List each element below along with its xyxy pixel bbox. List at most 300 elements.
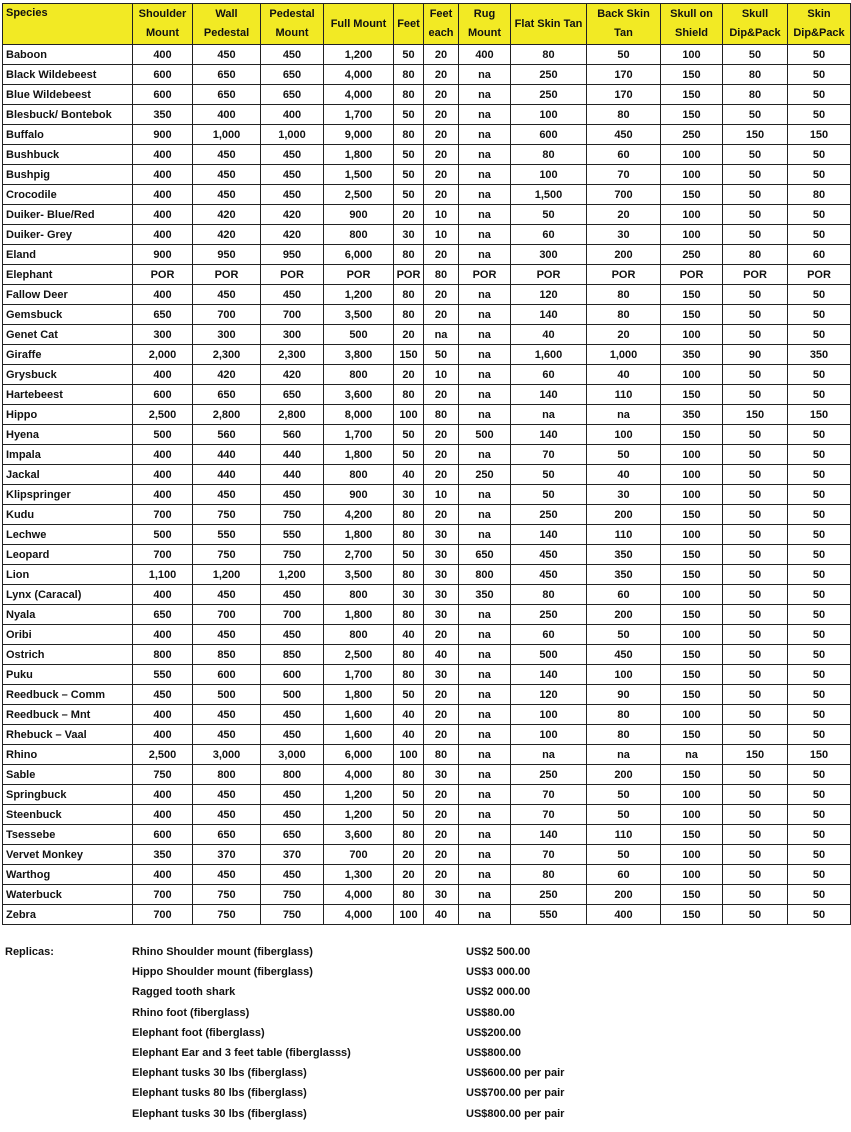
price-cell: 20 xyxy=(587,325,661,345)
price-cell: 50 xyxy=(723,765,788,785)
price-cell: 50 xyxy=(587,845,661,865)
price-cell: na xyxy=(459,685,511,705)
price-cell: 50 xyxy=(394,105,424,125)
replica-item: Rhino foot (fiberglass) xyxy=(132,1006,250,1019)
price-cell: 150 xyxy=(661,725,723,745)
price-cell: 560 xyxy=(193,425,261,445)
price-cell: POR xyxy=(324,265,394,285)
price-cell: 440 xyxy=(193,445,261,465)
price-cell: 150 xyxy=(661,425,723,445)
price-cell: 900 xyxy=(324,485,394,505)
replica-row xyxy=(2,942,850,962)
price-cell: 400 xyxy=(587,905,661,925)
price-cell: 900 xyxy=(324,205,394,225)
price-cell: 120 xyxy=(511,685,587,705)
species-name: Grysbuck xyxy=(3,365,133,385)
price-cell: 100 xyxy=(394,745,424,765)
price-cell: 500 xyxy=(459,425,511,445)
price-cell: 80 xyxy=(587,105,661,125)
price-cell: 150 xyxy=(788,125,851,145)
price-cell: 950 xyxy=(193,245,261,265)
species-name: Bushbuck xyxy=(3,145,133,165)
species-name: Zebra xyxy=(3,905,133,925)
price-cell: 450 xyxy=(261,625,324,645)
price-cell: 150 xyxy=(723,745,788,765)
table-row xyxy=(3,285,851,305)
price-cell: 30 xyxy=(587,485,661,505)
species-name: Puku xyxy=(3,665,133,685)
price-cell: 2,800 xyxy=(261,405,324,425)
price-cell: 450 xyxy=(261,805,324,825)
price-cell: 700 xyxy=(324,845,394,865)
price-cell: 2,000 xyxy=(133,345,193,365)
price-cell: 150 xyxy=(661,665,723,685)
price-cell: 80 xyxy=(424,405,459,425)
price-cell: na xyxy=(424,325,459,345)
table-row xyxy=(3,485,851,505)
replica-price: US$200.00 xyxy=(466,1026,522,1039)
price-cell: 30 xyxy=(424,885,459,905)
price-cell: 80 xyxy=(394,605,424,625)
price-cell: 120 xyxy=(511,285,587,305)
price-cell: 50 xyxy=(788,685,851,705)
price-cell: 20 xyxy=(424,85,459,105)
species-name: Jackal xyxy=(3,465,133,485)
price-cell: 50 xyxy=(788,465,851,485)
price-cell: na xyxy=(459,745,511,765)
price-cell: 950 xyxy=(261,245,324,265)
price-cell: 20 xyxy=(424,65,459,85)
price-cell: 80 xyxy=(394,305,424,325)
price-cell: 450 xyxy=(261,145,324,165)
price-cell: 400 xyxy=(133,165,193,185)
price-cell: 500 xyxy=(511,645,587,665)
price-cell: 50 xyxy=(723,705,788,725)
price-cell: 80 xyxy=(587,285,661,305)
species-name: Elephant xyxy=(3,265,133,285)
price-cell: 20 xyxy=(424,245,459,265)
price-cell: 50 xyxy=(723,725,788,745)
price-cell: 400 xyxy=(133,805,193,825)
table-body xyxy=(3,45,851,925)
replica-item: Ragged tooth shark xyxy=(132,986,236,999)
price-cell: 50 xyxy=(788,725,851,745)
price-cell: 100 xyxy=(661,805,723,825)
price-cell: na xyxy=(459,205,511,225)
price-cell: 400 xyxy=(133,785,193,805)
price-cell: 650 xyxy=(133,305,193,325)
price-cell: 50 xyxy=(788,645,851,665)
price-cell: 700 xyxy=(133,905,193,925)
price-cell: 450 xyxy=(193,805,261,825)
price-cell: 700 xyxy=(193,605,261,625)
price-cell: 50 xyxy=(723,205,788,225)
price-cell: 1,200 xyxy=(324,785,394,805)
price-cell: 50 xyxy=(788,825,851,845)
price-cell: na xyxy=(459,505,511,525)
price-cell: na xyxy=(459,65,511,85)
price-cell: 80 xyxy=(587,305,661,325)
price-cell: 50 xyxy=(723,145,788,165)
price-cell: 400 xyxy=(133,365,193,385)
price-cell: 50 xyxy=(723,505,788,525)
price-cell: 50 xyxy=(511,485,587,505)
price-cell: 80 xyxy=(723,65,788,85)
price-cell: 600 xyxy=(133,825,193,845)
price-cell: 150 xyxy=(394,345,424,365)
price-cell: 50 xyxy=(788,565,851,585)
price-cell: 50 xyxy=(788,485,851,505)
price-cell: 80 xyxy=(723,245,788,265)
price-cell: 50 xyxy=(723,525,788,545)
price-cell: 100 xyxy=(511,105,587,125)
price-cell: 450 xyxy=(193,725,261,745)
species-name: Nyala xyxy=(3,605,133,625)
table-row xyxy=(3,345,851,365)
price-cell: 150 xyxy=(661,905,723,925)
price-cell: 150 xyxy=(661,605,723,625)
price-cell: 250 xyxy=(511,505,587,525)
price-cell: 100 xyxy=(661,145,723,165)
column-header: Full Mount xyxy=(324,4,394,45)
price-cell: 700 xyxy=(587,185,661,205)
price-cell: 50 xyxy=(723,445,788,465)
price-cell: 370 xyxy=(261,845,324,865)
price-cell: 1,600 xyxy=(511,345,587,365)
price-cell: 80 xyxy=(511,45,587,65)
table-row xyxy=(3,245,851,265)
price-cell: 80 xyxy=(394,765,424,785)
price-cell: 100 xyxy=(661,445,723,465)
price-cell: 20 xyxy=(394,365,424,385)
species-name: Lion xyxy=(3,565,133,585)
price-cell: 50 xyxy=(723,665,788,685)
price-cell: 450 xyxy=(193,625,261,645)
price-cell: 50 xyxy=(723,805,788,825)
price-cell: 50 xyxy=(788,665,851,685)
price-cell: 1,800 xyxy=(324,605,394,625)
price-cell: 80 xyxy=(723,85,788,105)
price-cell: 50 xyxy=(587,45,661,65)
price-cell: 80 xyxy=(424,745,459,765)
price-cell: 40 xyxy=(424,905,459,925)
price-cell: 20 xyxy=(424,45,459,65)
price-cell: 80 xyxy=(394,125,424,145)
price-cell: 100 xyxy=(511,725,587,745)
price-cell: 1,100 xyxy=(133,565,193,585)
price-cell: 3,500 xyxy=(324,305,394,325)
price-cell: 80 xyxy=(511,865,587,885)
species-name: Oribi xyxy=(3,625,133,645)
price-cell: 350 xyxy=(459,585,511,605)
price-cell: 450 xyxy=(193,165,261,185)
price-cell: 50 xyxy=(788,225,851,245)
price-cell: 140 xyxy=(511,305,587,325)
price-cell: 150 xyxy=(661,105,723,125)
replica-price: US$80.00 xyxy=(466,1006,515,1019)
price-cell: 70 xyxy=(511,805,587,825)
price-cell: 80 xyxy=(394,385,424,405)
price-cell: 650 xyxy=(459,545,511,565)
species-name: Hartebeest xyxy=(3,385,133,405)
price-cell: na xyxy=(459,865,511,885)
price-cell: 250 xyxy=(661,245,723,265)
price-cell: 450 xyxy=(261,485,324,505)
price-cell: 80 xyxy=(394,285,424,305)
price-cell: 370 xyxy=(193,845,261,865)
price-cell: 100 xyxy=(661,865,723,885)
price-cell: 140 xyxy=(511,385,587,405)
price-cell: 500 xyxy=(133,525,193,545)
species-name: Rhebuck – Vaal xyxy=(3,725,133,745)
price-cell: 650 xyxy=(261,65,324,85)
price-cell: 550 xyxy=(193,525,261,545)
price-cell: 900 xyxy=(133,245,193,265)
table-row xyxy=(3,525,851,545)
price-cell: 50 xyxy=(723,645,788,665)
price-cell: 300 xyxy=(261,325,324,345)
price-cell: 560 xyxy=(261,425,324,445)
price-cell: 1,200 xyxy=(324,285,394,305)
price-cell: na xyxy=(459,445,511,465)
price-cell: 2,500 xyxy=(324,185,394,205)
price-cell: 170 xyxy=(587,85,661,105)
price-cell: 450 xyxy=(587,125,661,145)
price-cell: 800 xyxy=(193,765,261,785)
price-cell: 250 xyxy=(511,885,587,905)
species-name: Lechwe xyxy=(3,525,133,545)
price-cell: 100 xyxy=(661,165,723,185)
price-cell: 60 xyxy=(587,145,661,165)
price-cell: 420 xyxy=(193,205,261,225)
species-name: Steenbuck xyxy=(3,805,133,825)
price-cell: 50 xyxy=(394,785,424,805)
table-row xyxy=(3,865,851,885)
price-cell: 4,000 xyxy=(324,885,394,905)
replica-row xyxy=(2,982,850,1002)
price-cell: 50 xyxy=(788,145,851,165)
price-cell: 40 xyxy=(394,625,424,645)
price-cell: 4,000 xyxy=(324,905,394,925)
price-cell: 200 xyxy=(587,505,661,525)
price-cell: 50 xyxy=(394,165,424,185)
price-cell: 650 xyxy=(261,825,324,845)
species-name: Blesbuck/ Bontebok xyxy=(3,105,133,125)
price-cell: na xyxy=(511,745,587,765)
price-cell: 10 xyxy=(424,225,459,245)
price-cell: 80 xyxy=(394,825,424,845)
price-cell: 140 xyxy=(511,525,587,545)
price-cell: 100 xyxy=(587,665,661,685)
price-cell: POR xyxy=(723,265,788,285)
price-cell: na xyxy=(459,125,511,145)
price-cell: 250 xyxy=(459,465,511,485)
price-cell: 80 xyxy=(511,145,587,165)
price-cell: 80 xyxy=(788,185,851,205)
price-cell: na xyxy=(459,665,511,685)
price-cell: POR xyxy=(511,265,587,285)
price-cell: 50 xyxy=(394,425,424,445)
replica-price: US$600.00 per pair xyxy=(466,1067,565,1080)
price-cell: 150 xyxy=(661,545,723,565)
price-cell: 150 xyxy=(661,765,723,785)
price-cell: 50 xyxy=(788,525,851,545)
price-cell: 50 xyxy=(788,705,851,725)
replica-item: Elephant tusks 30 lbs (fiberglass) xyxy=(132,1067,307,1080)
price-cell: na xyxy=(459,485,511,505)
price-cell: na xyxy=(459,345,511,365)
price-cell: na xyxy=(459,225,511,245)
price-cell: 150 xyxy=(661,645,723,665)
price-cell: 50 xyxy=(723,305,788,325)
price-cell: 30 xyxy=(394,225,424,245)
price-cell: 4,000 xyxy=(324,85,394,105)
price-cell: 90 xyxy=(587,685,661,705)
table-row xyxy=(3,385,851,405)
price-cell: 50 xyxy=(394,45,424,65)
price-cell: 2,700 xyxy=(324,545,394,565)
price-cell: na xyxy=(459,325,511,345)
price-cell: na xyxy=(511,405,587,425)
replica-row xyxy=(2,1104,850,1124)
species-name: Fallow Deer xyxy=(3,285,133,305)
price-cell: 50 xyxy=(788,385,851,405)
price-cell: 80 xyxy=(587,725,661,745)
table-row xyxy=(3,885,851,905)
species-name: Hippo xyxy=(3,405,133,425)
price-cell: 400 xyxy=(133,285,193,305)
price-cell: 100 xyxy=(661,625,723,645)
table-row xyxy=(3,825,851,845)
replica-price: US$800.00 per pair xyxy=(466,1107,565,1120)
price-cell: 80 xyxy=(394,665,424,685)
price-cell: 100 xyxy=(661,365,723,385)
price-cell: 50 xyxy=(788,805,851,825)
price-cell: 50 xyxy=(511,465,587,485)
price-cell: 150 xyxy=(661,305,723,325)
price-cell: na xyxy=(459,305,511,325)
price-cell: 10 xyxy=(424,365,459,385)
price-cell: 420 xyxy=(261,225,324,245)
price-cell: 800 xyxy=(133,645,193,665)
price-cell: 1,600 xyxy=(324,705,394,725)
price-cell: 50 xyxy=(723,325,788,345)
price-cell: 600 xyxy=(133,385,193,405)
replica-item: Elephant tusks 80 lbs (fiberglass) xyxy=(132,1087,307,1100)
replicas-title: Replicas: xyxy=(5,946,54,958)
species-name: Springbuck xyxy=(3,785,133,805)
price-cell: 10 xyxy=(424,205,459,225)
price-cell: 50 xyxy=(723,385,788,405)
price-cell: na xyxy=(459,705,511,725)
price-cell: na xyxy=(459,905,511,925)
price-cell: 150 xyxy=(661,885,723,905)
price-cell: 60 xyxy=(587,865,661,885)
price-cell: 40 xyxy=(394,705,424,725)
price-cell: POR xyxy=(661,265,723,285)
price-cell: 20 xyxy=(424,285,459,305)
table-row xyxy=(3,405,851,425)
price-cell: 20 xyxy=(424,465,459,485)
price-cell: 750 xyxy=(193,505,261,525)
column-header: Skin Dip&Pack xyxy=(788,4,851,45)
column-header: Skull Dip&Pack xyxy=(723,4,788,45)
species-name: Duiker- Grey xyxy=(3,225,133,245)
price-cell: 4,000 xyxy=(324,65,394,85)
column-header: Species xyxy=(3,4,133,45)
price-cell: 50 xyxy=(723,545,788,565)
price-cell: 80 xyxy=(394,645,424,665)
table-row xyxy=(3,765,851,785)
price-cell: 20 xyxy=(424,845,459,865)
price-cell: 20 xyxy=(424,685,459,705)
price-cell: 500 xyxy=(261,685,324,705)
species-name: Crocodile xyxy=(3,185,133,205)
price-cell: 50 xyxy=(788,905,851,925)
price-cell: 50 xyxy=(587,445,661,465)
species-name: Eland xyxy=(3,245,133,265)
price-cell: na xyxy=(459,285,511,305)
replica-price: US$2 500.00 xyxy=(466,946,531,958)
price-cell: 50 xyxy=(394,545,424,565)
price-cell: 50 xyxy=(723,225,788,245)
price-cell: na xyxy=(459,625,511,645)
price-cell: 20 xyxy=(424,305,459,325)
price-cell: 50 xyxy=(723,605,788,625)
price-cell: 20 xyxy=(424,705,459,725)
species-name: Rhino xyxy=(3,745,133,765)
price-cell: POR xyxy=(788,265,851,285)
table-row xyxy=(3,565,851,585)
price-cell: POR xyxy=(587,265,661,285)
price-cell: 850 xyxy=(261,645,324,665)
price-cell: 200 xyxy=(587,885,661,905)
price-cell: 30 xyxy=(424,665,459,685)
price-cell: 50 xyxy=(723,905,788,925)
species-name: Gemsbuck xyxy=(3,305,133,325)
price-cell: 450 xyxy=(193,185,261,205)
price-cell: 40 xyxy=(587,465,661,485)
price-cell: 50 xyxy=(723,685,788,705)
price-cell: 100 xyxy=(661,465,723,485)
price-cell: 50 xyxy=(394,445,424,465)
price-cell: POR xyxy=(459,265,511,285)
price-cell: 3,600 xyxy=(324,385,394,405)
price-cell: 50 xyxy=(723,825,788,845)
price-cell: 50 xyxy=(723,865,788,885)
price-cell: 400 xyxy=(133,185,193,205)
price-cell: 30 xyxy=(424,585,459,605)
price-cell: 100 xyxy=(661,205,723,225)
price-cell: 20 xyxy=(424,385,459,405)
price-cell: 550 xyxy=(511,905,587,925)
species-name: Leopard xyxy=(3,545,133,565)
price-cell: 6,000 xyxy=(324,245,394,265)
price-cell: 250 xyxy=(511,605,587,625)
price-cell: 750 xyxy=(261,505,324,525)
species-name: Duiker- Blue/Red xyxy=(3,205,133,225)
price-cell: 50 xyxy=(788,605,851,625)
column-header: Wall Pedestal xyxy=(193,4,261,45)
price-cell: POR xyxy=(133,265,193,285)
price-cell: 50 xyxy=(723,625,788,645)
price-cell: 60 xyxy=(511,365,587,385)
species-name: Reedbuck – Comm xyxy=(3,685,133,705)
price-cell: 500 xyxy=(193,685,261,705)
price-cell: 100 xyxy=(661,485,723,505)
replica-row xyxy=(2,1043,850,1063)
price-cell: 450 xyxy=(261,185,324,205)
